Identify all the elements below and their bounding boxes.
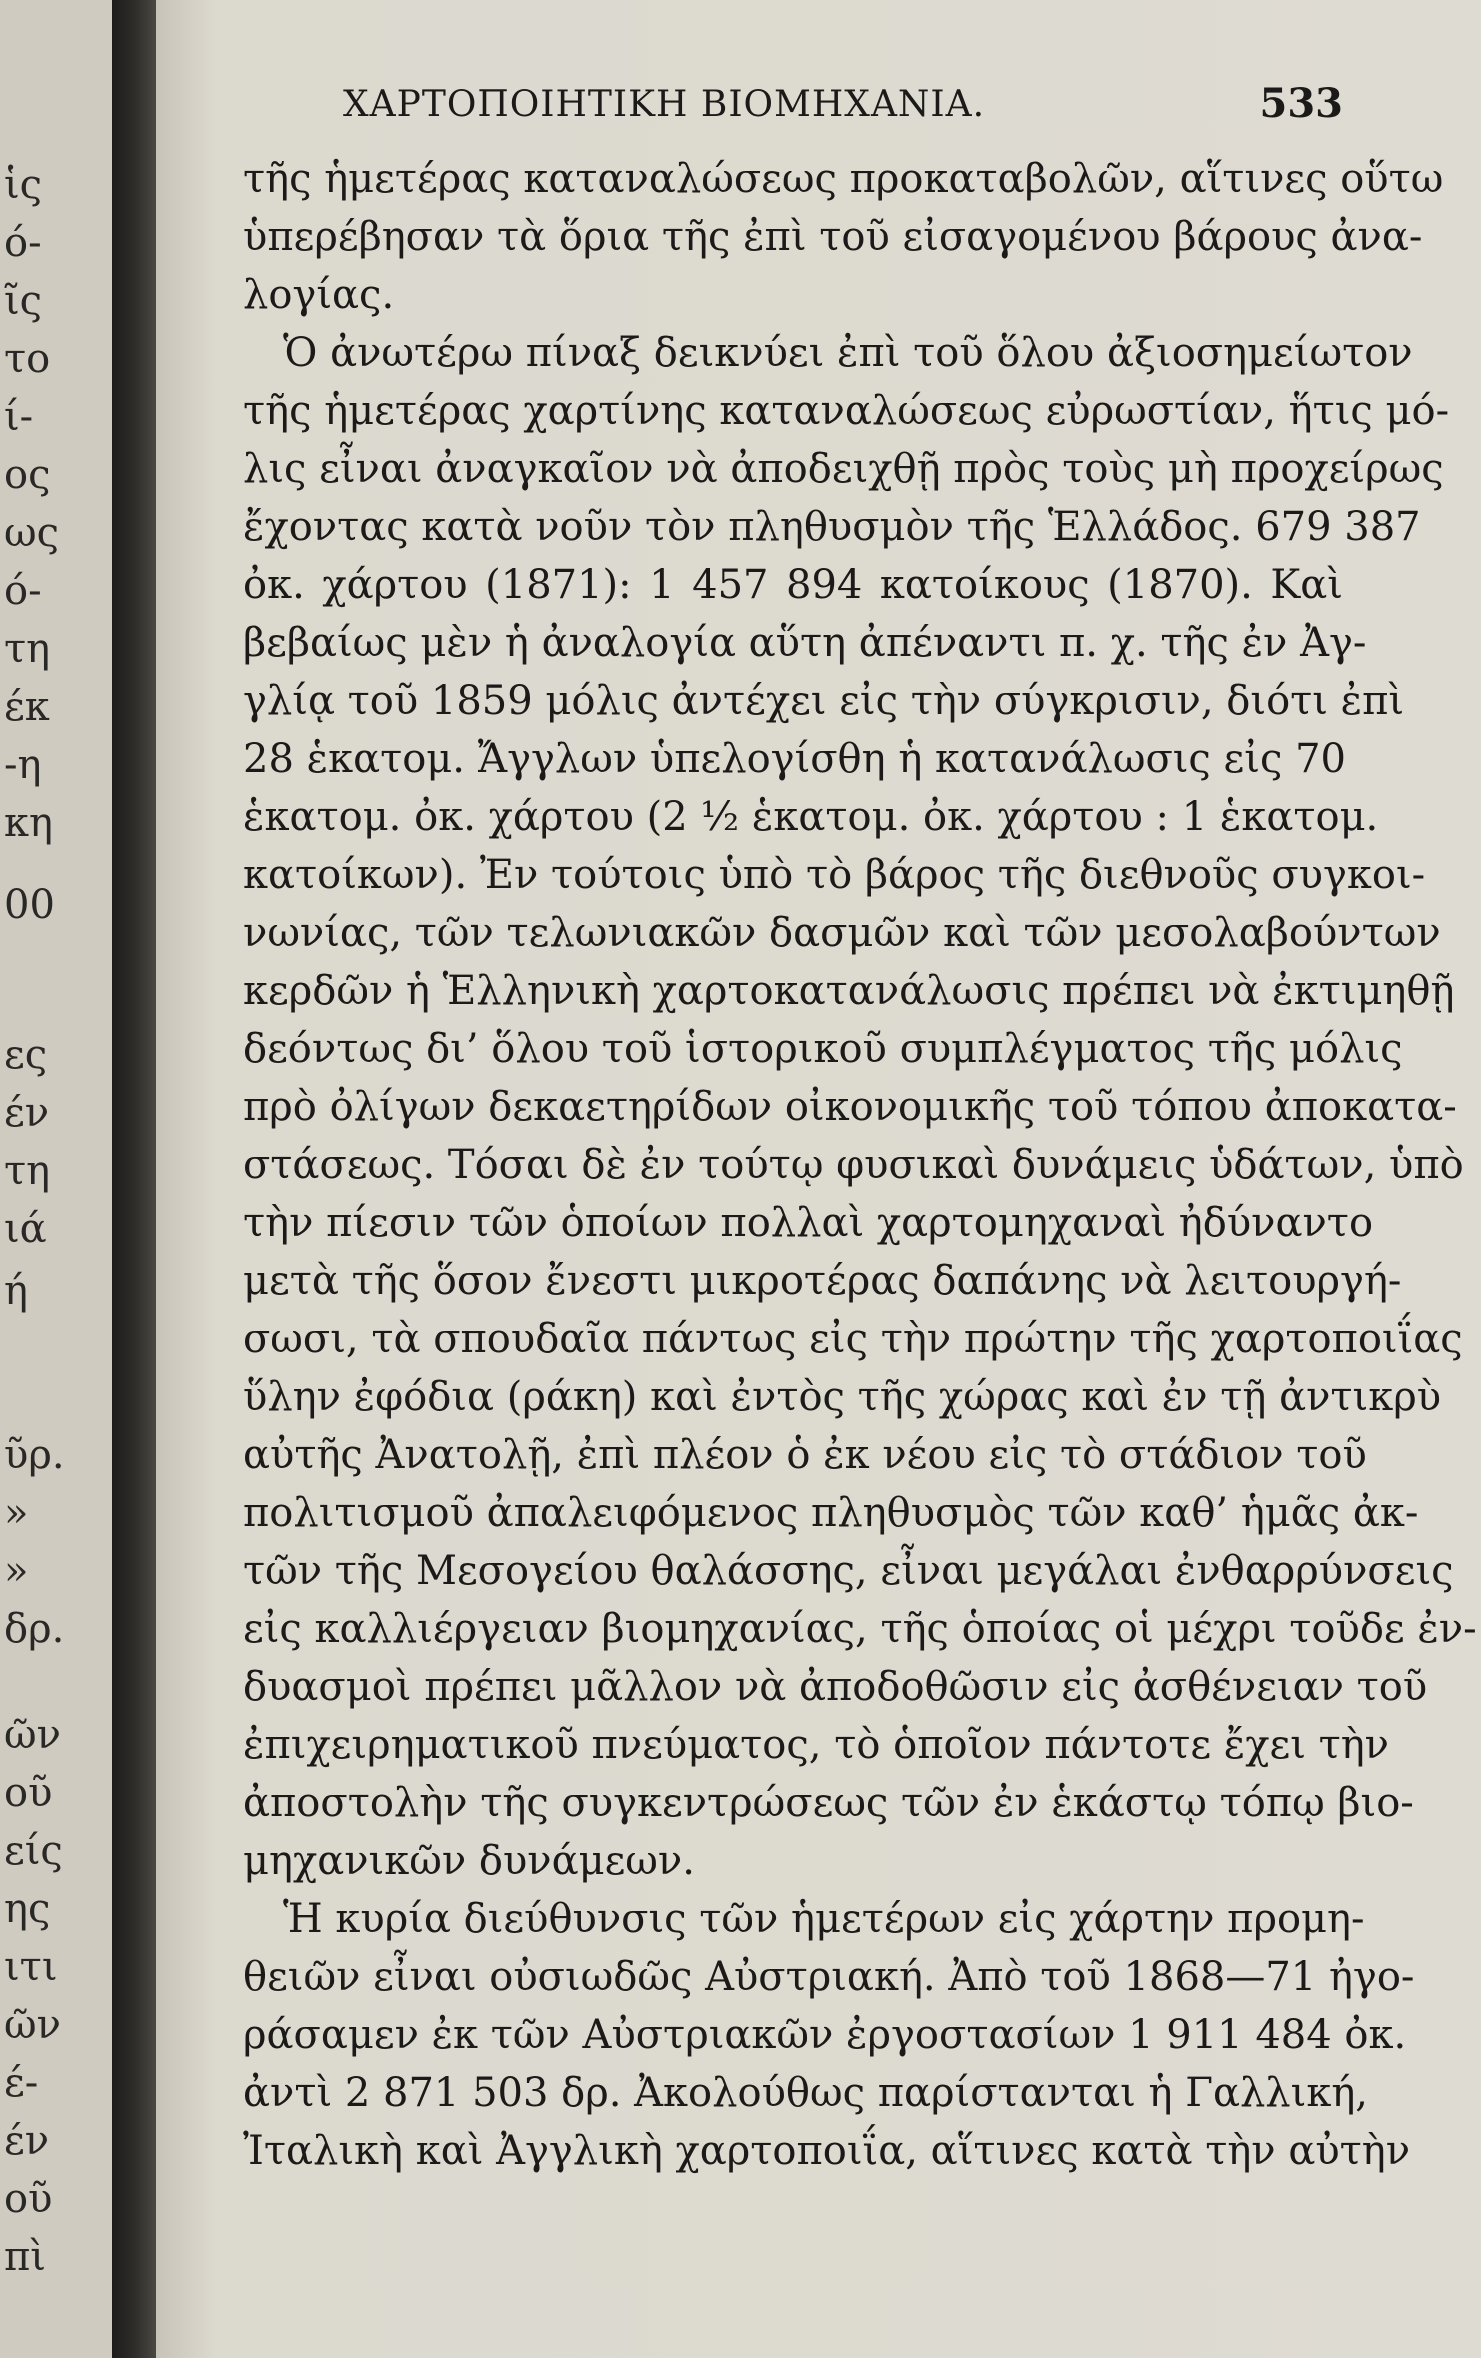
text-line: λογίας.: [243, 272, 395, 318]
facing-page-fragment: »: [4, 1548, 29, 1594]
text-line: ἐπιχειρηματικοῦ πνεύματος, τὸ ὁποῖον πάντοτε ἔχει τὴν: [243, 1722, 1389, 1768]
text-line: πρὸ ὀλίγων δεκαετηρίδων οἰκονομικῆς τοῦ τόπου ἀποκατα-: [243, 1084, 1457, 1130]
book-gutter: [112, 0, 156, 2358]
text-line: ἀποστολὴν τῆς συγκεντρώσεως τῶν ἐν ἑκάστῳ τόπῳ βιο-: [243, 1780, 1414, 1826]
facing-page-fragment: έκ: [4, 684, 50, 730]
text-line: κατοίκων). Ἐν τούτοις ὑπὸ τὸ βάρος τῆς διεθνοῦς συγκοι-: [243, 852, 1426, 898]
facing-page-fragment: είς: [4, 1828, 63, 1874]
text-line: τὴν πίεσιν τῶν ὁποίων πολλαὶ χαρτομηχαναὶ ἠδύναντο: [243, 1200, 1374, 1246]
facing-page-fragment: δρ.: [4, 1606, 65, 1652]
text-line: 28 ἑκατομ. Ἄγγλων ὑπελογίσθη ἡ κατανάλωσις εἰς 70: [243, 736, 1346, 782]
text-line: ράσαμεν ἐκ τῶν Αὐστριακῶν ἐργοστασίων 1 911 484 ὀκ.: [243, 2012, 1407, 2058]
text-line: Ἰταλικὴ καὶ Ἀγγλικὴ χαρτοποιΐα, αἵτινες κατὰ τὴν αὐτὴν: [243, 2128, 1411, 2174]
facing-page-fragment: τη: [4, 626, 51, 672]
text-line: ἀντὶ 2 871 503 δρ. Ἀκολούθως παρίστανται ἡ Γαλλική,: [243, 2070, 1369, 2116]
text-line: ἑκατομ. ὀκ. χάρτου (2 ½ ἑκατομ. ὀκ. χάρτου : 1 ἑκατομ.: [243, 794, 1379, 840]
facing-page-fragment: ῶν: [4, 1712, 61, 1758]
facing-page-fragment: ῖς: [4, 278, 43, 324]
facing-page-fragment: ί-: [4, 394, 34, 440]
facing-page-fragment: τη: [4, 1148, 51, 1194]
facing-page-fragment: ῦρ.: [4, 1432, 65, 1478]
facing-page-fragment: ιτι: [4, 1944, 58, 1990]
facing-page-fragment: οῦ: [4, 2176, 53, 2222]
facing-page-fragment: ος: [4, 452, 51, 498]
facing-page-fragment: »: [4, 1490, 29, 1536]
text-line: στάσεως. Τόσαι δὲ ἐν τούτῳ φυσικαὶ δυνάμεις ὑδάτων, ὑπὸ: [243, 1142, 1464, 1188]
facing-page-fragment: ης: [4, 1886, 51, 1932]
facing-page-fragment: ιά: [4, 1206, 47, 1252]
facing-page-fragment: έν: [4, 2118, 50, 2164]
body-text: [243, 150, 1477, 2180]
facing-page-fragment: -η: [4, 742, 42, 788]
text-line: δυασμοὶ πρέπει μᾶλλον νὰ ἀποδοθῶσιν εἰς ἀσθένειαν τοῦ: [243, 1664, 1428, 1710]
text-line: σωσι, τὰ σπουδαῖα πάντως εἰς τὴν πρώτην τῆς χαρτοποιΐας: [243, 1316, 1463, 1362]
text-line: ὑπερέβησαν τὰ ὅρια τῆς ἐπὶ τοῦ εἰσαγομένου βάρους ἀνα-: [243, 214, 1423, 260]
text-line: ἔχοντας κατὰ νοῦν τὸν πληθυσμὸν τῆς Ἑλλάδος. 679 387: [243, 504, 1421, 550]
page-number: 533: [1259, 80, 1343, 127]
text-line: εἰς καλλιέργειαν βιομηχανίας, τῆς ὁποίας οἱ μέχρι τοῦδε ἐν-: [243, 1606, 1477, 1652]
facing-page-fragment: ες: [4, 1032, 48, 1078]
facing-page-fragment: ως: [4, 510, 60, 556]
text-line: τῆς ἡμετέρας καταναλώσεως προκαταβολῶν, αἵτινες οὕτω: [243, 156, 1444, 202]
text-line: δεόντως δι’ ὅλου τοῦ ἱστορικοῦ συμπλέγματος τῆς μόλις: [243, 1026, 1403, 1072]
running-header: [343, 76, 1343, 140]
text-line: μετὰ τῆς ὅσον ἔνεστι μικροτέρας δαπάνης νὰ λειτουργή-: [243, 1258, 1402, 1304]
running-title: ΧΑΡΤΟΠΟΙΗΤΙΚΗ ΒΙΟΜΗΧΑΝΙΑ.: [343, 84, 986, 125]
facing-page-fragment: οῦ: [4, 1770, 53, 1816]
facing-page-fragment: έν: [4, 1090, 50, 1136]
text-line: γλίᾳ τοῦ 1859 μόλις ἀντέχει εἰς τὴν σύγκρισιν, διότι ἐπὶ: [243, 678, 1405, 724]
facing-page-fragment: ή: [4, 1268, 28, 1314]
text-line: ὀκ. χάρτου (1871): 1 457 894 κατοίκους (1870). Καὶ: [243, 562, 1343, 608]
facing-page-fragment: έ-: [4, 2060, 39, 2106]
text-line: θειῶν εἶναι οὐσιωδῶς Αὐστριακή. Ἀπὸ τοῦ 1868—71 ἠγο-: [243, 1954, 1415, 2000]
text-line: αὐτῆς Ἀνατολῇ, ἐπὶ πλέον ὁ ἐκ νέου εἰς τὸ στάδιον τοῦ: [243, 1432, 1367, 1478]
facing-page-fragment: πὶ: [4, 2234, 46, 2280]
facing-page-fragment: ῶν: [4, 2002, 61, 2048]
paragraph-start-line: Ὁ ἀνωτέρω πίναξ δεικνύει ἐπὶ τοῦ ὅλου ἀξιοσημείωτον: [283, 330, 1413, 376]
text-line: τῶν τῆς Μεσογείου θαλάσσης, εἶναι μεγάλαι ἐνθαρρύνσεις: [243, 1548, 1454, 1594]
paragraph-start-line: Ἡ κυρία διεύθυνσις τῶν ἡμετέρων εἰς χάρτην προμη-: [283, 1896, 1365, 1942]
facing-page-fragment: ό-: [4, 220, 42, 266]
facing-page-fragment: 00: [4, 882, 55, 928]
text-line: ὕλην ἐφόδια (ράκη) καὶ ἐντὸς τῆς χώρας καὶ ἐν τῇ ἀντικρὺ: [243, 1374, 1442, 1420]
text-line: νωνίας, τῶν τελωνιακῶν δασμῶν καὶ τῶν μεσολαβούντων: [243, 910, 1441, 956]
text-line: τῆς ἡμετέρας χαρτίνης καταναλώσεως εὐρωστίαν, ἥτις μό-: [243, 388, 1450, 434]
facing-page-fragment: κη: [4, 800, 53, 846]
facing-page-strip: [0, 0, 112, 2358]
facing-page-fragment: ἱς: [4, 162, 43, 208]
facing-page-fragment: ό-: [4, 568, 42, 614]
text-line: κερδῶν ἡ Ἑλληνικὴ χαρτοκατανάλωσις πρέπει νὰ ἐκτιμηθῇ: [243, 968, 1455, 1014]
text-line: βεβαίως μὲν ἡ ἀναλογία αὕτη ἀπέναντι π. χ. τῆς ἐν Ἀγ-: [243, 620, 1367, 666]
text-line: λις εἶναι ἀναγκαῖον νὰ ἀποδειχθῇ πρὸς τοὺς μὴ προχείρως: [243, 446, 1444, 492]
text-line: πολιτισμοῦ ἀπαλειφόμενος πληθυσμὸς τῶν καθ’ ἡμᾶς ἀκ-: [243, 1490, 1419, 1536]
facing-page-fragment: το: [4, 336, 51, 382]
text-line: μηχανικῶν δυνάμεων.: [243, 1838, 695, 1884]
